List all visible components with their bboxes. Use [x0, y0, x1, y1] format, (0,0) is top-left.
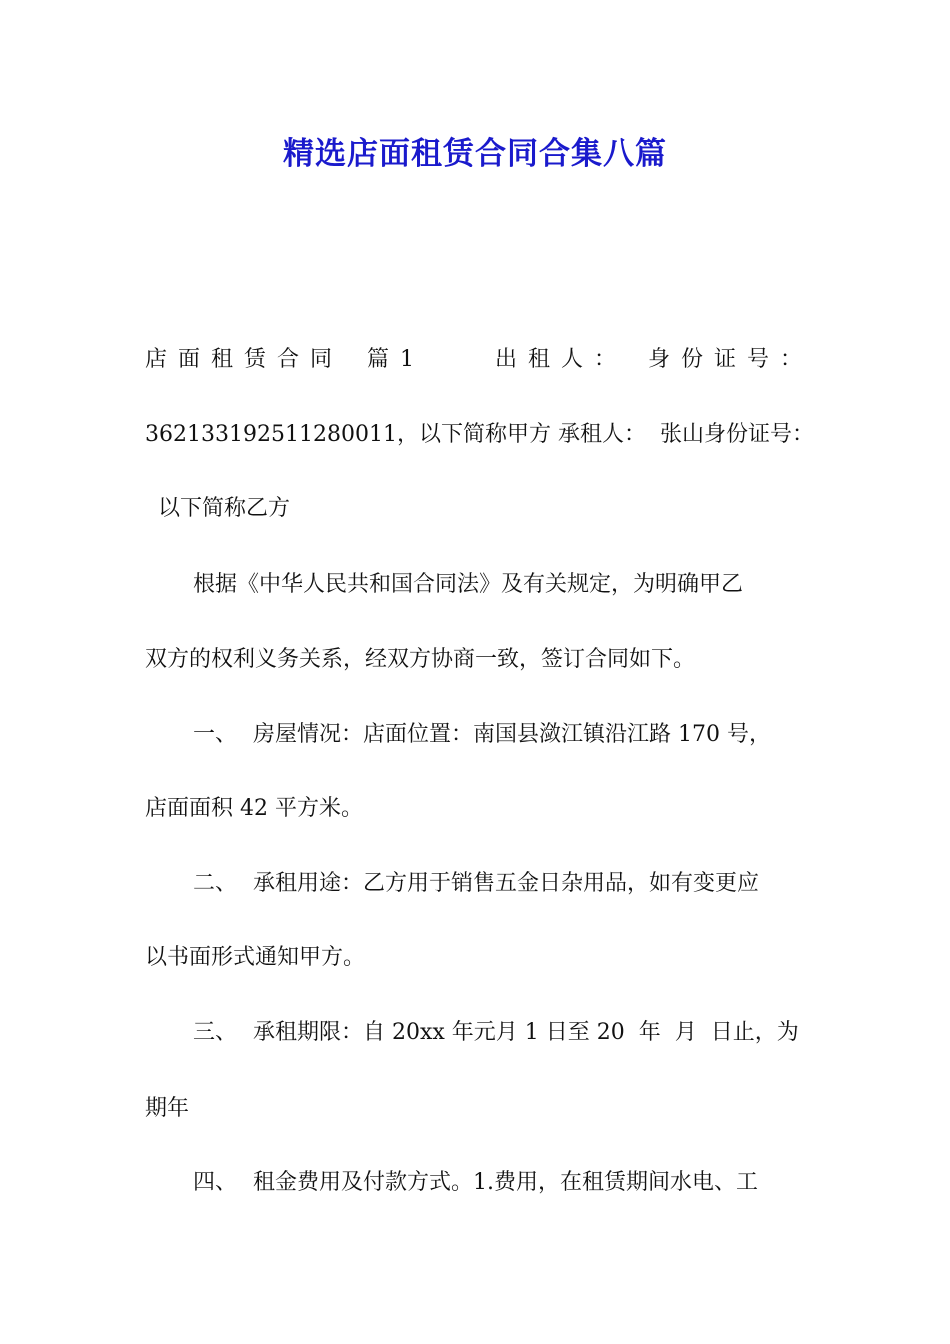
clause-1 — [193, 720, 771, 750]
clause-1-number: 一、 — [193, 722, 238, 747]
document-title: 精选店面租赁合同合集八篇 — [283, 136, 667, 172]
clause-2 — [193, 869, 759, 899]
lessor-label: 出租人： — [495, 347, 628, 372]
clause-2-continued: 以书面形式通知甲方。 — [145, 945, 366, 970]
preamble-line-1: 根据《中华人民共和国合同法》及有关规定，为明确甲乙 — [193, 572, 744, 597]
id-number-label: 身份证号： — [648, 347, 814, 372]
lessee-name-id-label: 张山身份证号： — [660, 422, 815, 447]
party-b-line: 以下简称乙方 — [158, 496, 291, 521]
clause-2-number: 二、 — [193, 871, 238, 896]
clause-4 — [193, 1168, 758, 1198]
clause-3-number: 三、 — [193, 1020, 238, 1045]
clause-4-text: 租金费用及付款方式。1.费用，在租赁期间水电、工 — [253, 1170, 758, 1195]
preamble-line-2: 双方的权利义务关系，经双方协商一致，签订合同如下。 — [145, 647, 696, 672]
clause-2-text: 承租用途：乙方用于销售五金日杂用品，如有变更应 — [253, 871, 760, 896]
clause-1-text: 房屋情况：店面位置：南国县潋江镇沿江路 170 号， — [253, 722, 771, 747]
clause-1-continued: 店面面积 42 平方米。 — [145, 796, 363, 821]
clause-3 — [193, 1018, 799, 1048]
lessor-id-and-lessee: 362133192511280011，以下简称甲方 承租人： — [145, 422, 646, 447]
contract-name: 店面租赁合同 — [145, 347, 344, 372]
clause-4-number: 四、 — [193, 1170, 238, 1195]
clause-3-continued: 期年 — [145, 1096, 190, 1121]
clause-3-text: 承租期限：自 20xx 年元月 1 日至 20 年 月 日止，为 — [253, 1020, 799, 1045]
contract-number: 篇 1 — [367, 347, 416, 372]
